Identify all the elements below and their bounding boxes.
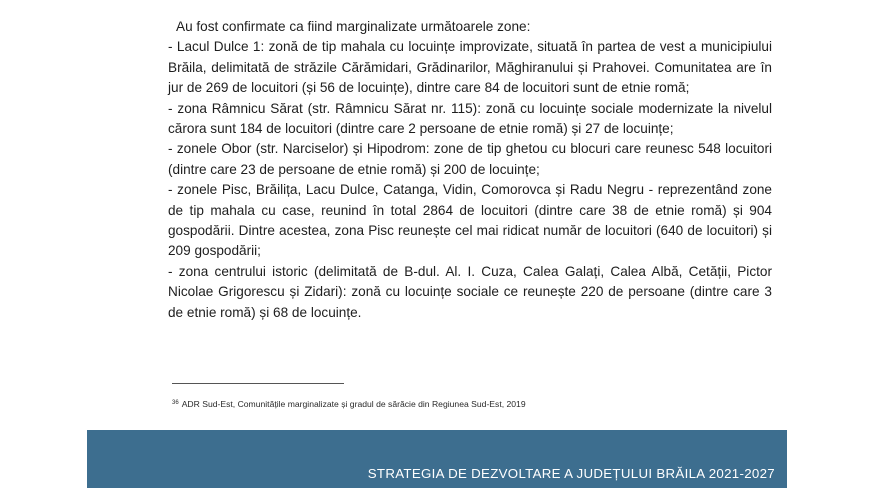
list-item-ramnicu-sarat: - zona Râmnicu Sărat (str. Râmnicu Sărat nr. 115): zonă cu locuințe sociale modernizate la nivelul cărora sunt 184 de locuitori (dintre care 2 persoane de etnie romă) și 27 de locuințe;	[168, 100, 772, 137]
footnote-divider	[172, 383, 344, 384]
list-item-pisc-zones: - zonele Pisc, Brăilița, Lacu Dulce, Catanga, Vidin, Comorovca și Radu Negru - reprezentând zone de tip mahala cu case, reunind în total 2864 de locuitori (dintre care 38 de etnie romă) și 904 gospodării. Dintre acestea, zona Pisc reunește cel mai ridicat număr de locuitori (640 de locuitori) și 209 gospodării;	[168, 182, 772, 259]
intro-paragraph: Au fost confirmate ca fiind marginalizate următoarele zone:	[176, 19, 531, 34]
footnote-text: ADR Sud-Est, Comunitățile marginalizate și gradul de sărăcie din Regiunea Sud-Est, 2019	[181, 399, 526, 409]
footnote	[172, 397, 772, 410]
footer-title: STRATEGIA DE DEZVOLTARE A JUDEȚULUI BRĂILA 2021-2027	[367, 466, 775, 481]
list-item-lacul-dulce: - Lacul Dulce 1: zonă de tip mahala cu locuințe improvizate, situată în partea de vest a municipiului Brăila, delimitată de străzile Cărămidari, Grădinarilor, Măghiranului și Prahovei. Comunitatea are în jur de 269 de locuitori (și 56 de locuințe), dintre care 84 de locuitori sunt de etnie romă;	[168, 39, 772, 96]
footnote-number: 36	[172, 400, 179, 406]
list-item-historic-center: - zona centrului istoric (delimitată de B-dul. Al. I. Cuza, Calea Galați, Calea Albă, Cetății, Pictor Nicolae Grigorescu și Zidari): zonă cu locuințe sociale ce reunește 220 de persoane (dintre care 3 de etnie romă) și 68 de locuințe.	[168, 263, 772, 320]
list-item-obor-hipodrom: - zonele Obor (str. Narciselor) și Hipodrom: zone de tip ghetou cu blocuri care reunesc 548 locuitori (dintre care 23 de persoane de etnie romă) și 200 de locuințe;	[168, 141, 772, 177]
footer-band	[87, 430, 787, 488]
body-text	[168, 17, 772, 323]
